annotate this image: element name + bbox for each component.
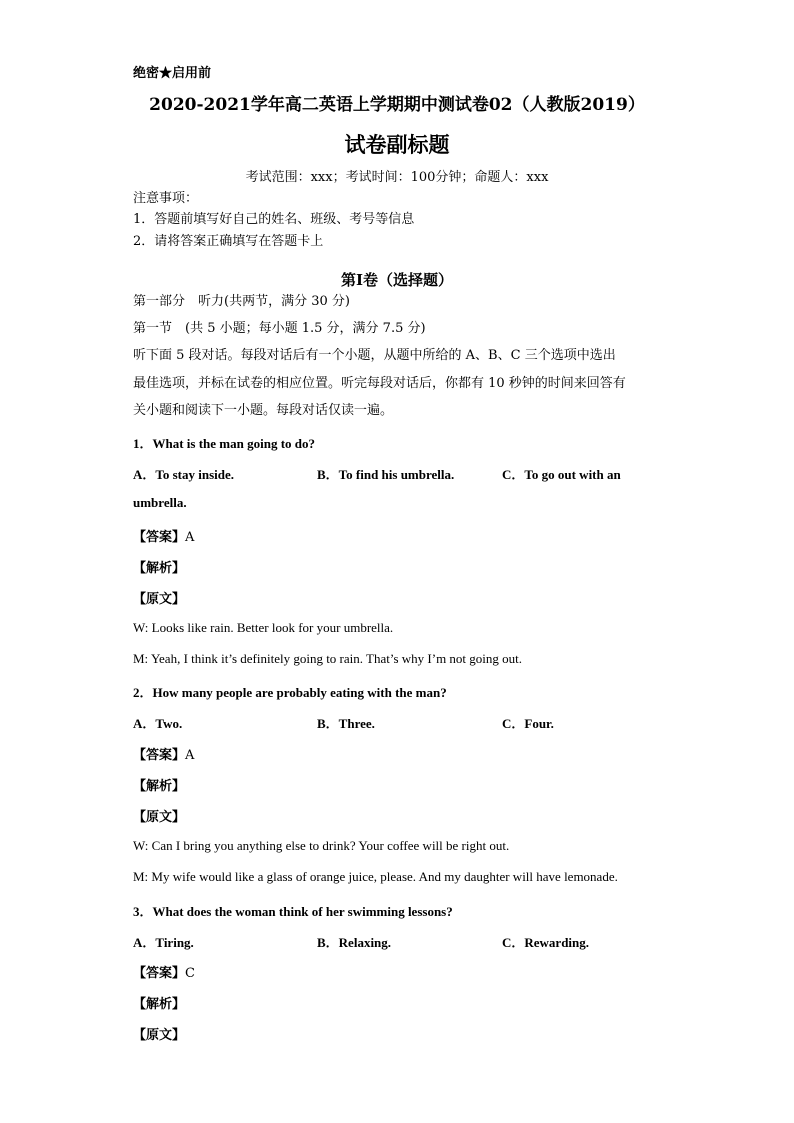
answer-label: 【答案】 (133, 530, 186, 545)
answer-row (133, 526, 194, 545)
option-a: A．To stay inside. (133, 467, 235, 482)
option-a: A．Tiring. (133, 935, 194, 950)
instruction-line: 听下面 5 段对话。每段对话后有一个小题，从题中所给的 A、B、C 三个选项中选出 (133, 348, 616, 363)
answer-row (133, 744, 194, 763)
question-stem: 3．What does the woman think of her swimming lessons? (133, 904, 453, 919)
analysis-label: 【解析】 (133, 779, 186, 794)
dialogue-line: M: My wife would like a glass of orange juice, please. And my daughter will have lemonade. (133, 869, 618, 884)
analysis-label: 【解析】 (133, 561, 186, 576)
dialogue-line: M: Yeah, I think it’s definitely going to rain. That’s why I’m not going out. (133, 651, 523, 666)
option-c-wrap: umbrella. (133, 495, 187, 510)
instruction-line: 关小题和阅读下一小题。每段对话仅读一遍。 (133, 403, 394, 418)
question-stem: 1．What is the man going to do? (133, 436, 316, 451)
option-b: B．Relaxing. (317, 935, 392, 950)
option-c: C．Four. (502, 716, 554, 731)
notes-item: 1．答题前填写好自己的姓名、班级、考号等信息 (133, 212, 415, 227)
dialogue-line: W: Can I bring you anything else to drink? Your coffee will be right out. (133, 838, 510, 853)
instruction-line: 最佳选项，并标在试卷的相应位置。听完每段对话后，你都有 10 秒钟的时间来回答有 (133, 376, 626, 391)
option-b: B．Three. (317, 716, 375, 731)
option-b: B．To find his umbrella. (317, 467, 455, 482)
part-title: 第一部分 听力(共两节，满分 30 分) (133, 294, 350, 309)
secret-mark: 绝密★启用前 (133, 66, 212, 81)
exam-title: 2020-2021学年高二英语上学期期中测试卷02（人教版2019） (149, 95, 645, 115)
answer-value: A (185, 530, 195, 545)
exam-info: 考试范围：xxx；考试时间：100分钟；命题人：xxx (245, 170, 549, 185)
original-label: 【原文】 (133, 592, 186, 607)
answer-value: C (185, 966, 195, 981)
exam-subtitle: 试卷副标题 (344, 132, 450, 157)
dialogue-line: W: Looks like rain. Better look for your umbrella. (133, 620, 394, 635)
notes-item: 2．请将答案正确填写在答题卡上 (133, 234, 324, 249)
option-c: C．To go out with an (502, 467, 621, 482)
answer-row (133, 962, 195, 981)
analysis-label: 【解析】 (133, 997, 186, 1012)
volume-title: 第I卷（选择题） (340, 271, 454, 289)
question-stem: 2．How many people are probably eating with the man? (133, 685, 447, 700)
answer-label: 【答案】 (133, 966, 186, 981)
notes-heading: 注意事项： (133, 191, 199, 206)
option-c: C．Rewarding. (502, 935, 590, 950)
answer-value: A (185, 748, 195, 763)
section-title: 第一节 (共 5 小题；每小题 1.5 分，满分 7.5 分) (133, 321, 426, 336)
answer-label: 【答案】 (133, 748, 186, 763)
original-label: 【原文】 (133, 810, 186, 825)
original-label: 【原文】 (133, 1028, 186, 1043)
option-a: A．Two. (133, 716, 183, 731)
